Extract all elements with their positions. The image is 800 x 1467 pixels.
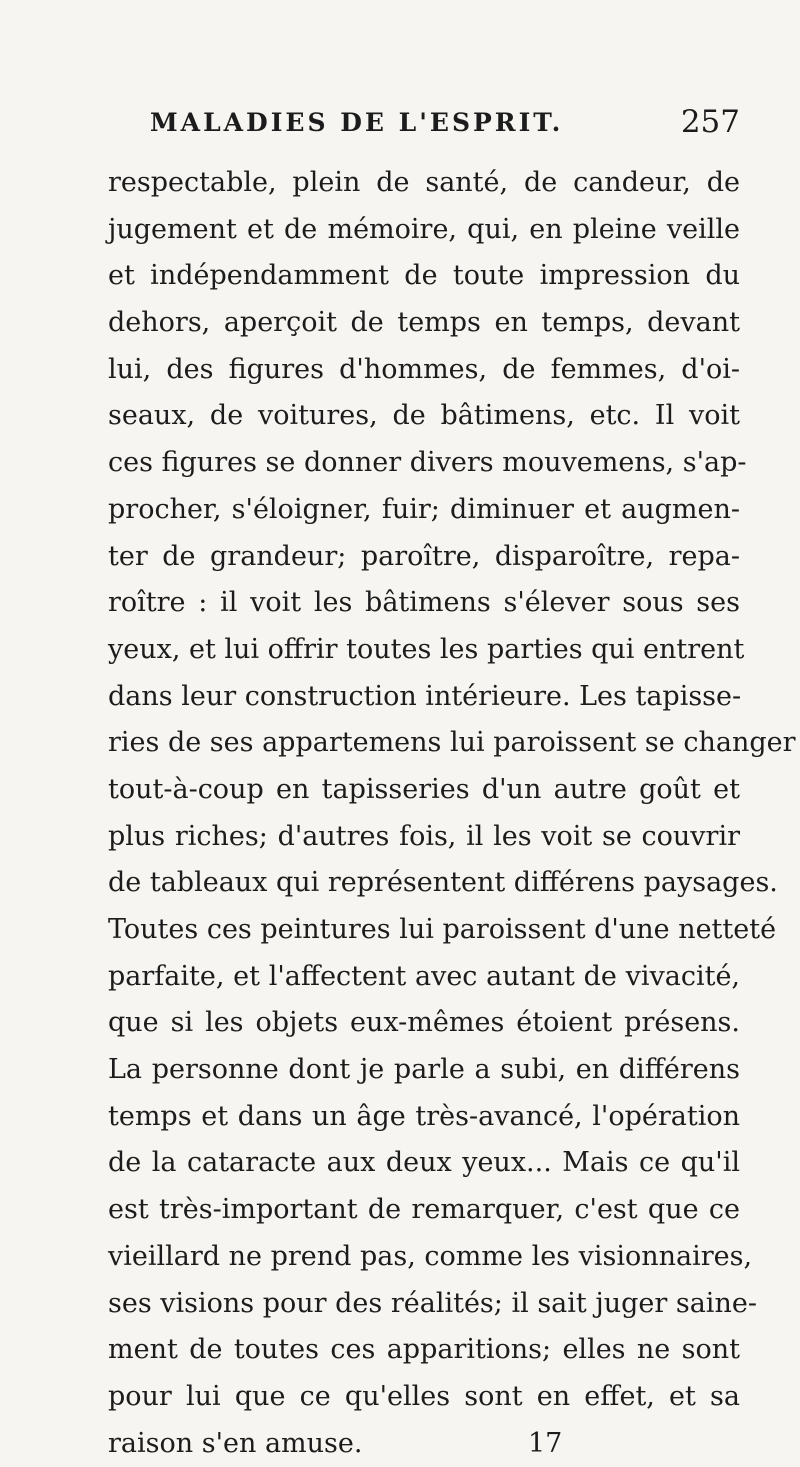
text-line: ment de toutes ces apparitions; elles ne sont xyxy=(108,1334,740,1366)
text-line: ries de ses appartemens lui paroissent se changer xyxy=(108,727,796,759)
text-line: plus riches; d'autres fois, il les voit se couvrir xyxy=(108,820,740,852)
page-number: 257 xyxy=(680,104,740,140)
text-line: respectable, plein de santé, de candeur, de xyxy=(108,167,740,198)
body-text xyxy=(108,160,796,1467)
text-line: dehors, aperçoit de temps en temps, devant xyxy=(108,307,740,339)
text-line: Toutes ces peintures lui paroissent d'une netteté xyxy=(108,914,777,945)
text-line: tout-à-coup en tapisseries d'un autre goût et xyxy=(108,773,740,805)
text-line: vieillard ne prend pas, comme les visionnaires, xyxy=(108,1240,753,1272)
text-line: seaux, de voitures, de bâtimens, etc. Il voit xyxy=(108,400,740,432)
running-head xyxy=(150,104,740,144)
text-line: ses visions pour des réalités; il sait juger saine- xyxy=(108,1287,757,1319)
text-line: pour lui que ce qu'elles sont en effet, et sa xyxy=(108,1380,740,1412)
text-line: yeux, et lui offrir toutes les parties qui entrent xyxy=(108,633,745,665)
text-line: que si les objets eux-mêmes étoient présens. xyxy=(108,1007,740,1039)
text-line: est très-important de remarquer, c'est que ce xyxy=(108,1194,740,1226)
text-line: procher, s'éloigner, fuir; diminuer et augmen- xyxy=(108,493,740,525)
text-line: de la cataracte aux deux yeux... Mais ce qu'il xyxy=(108,1147,740,1179)
text-line: ter de grandeur; paroître, disparoître, repa- xyxy=(108,540,740,572)
signature-mark: 17 xyxy=(528,1427,563,1459)
text-line: raison s'en amuse. 17 xyxy=(108,1421,740,1467)
running-title: MALADIES DE L'ESPRIT. xyxy=(150,108,564,137)
text-line: roître : il voit les bâtimens s'élever sous ses xyxy=(108,587,740,619)
text-line: lui, des figures d'hommes, de femmes, d'oi- xyxy=(108,353,740,385)
text-line: de tableaux qui représentent différens paysages. xyxy=(108,867,778,899)
text-line: dans leur construction intérieure. Les tapisse- xyxy=(108,680,742,712)
text-line: La personne dont je parle a subi, en différens xyxy=(108,1054,740,1086)
text-line: parfaite, et l'affectent avec autant de vivacité, xyxy=(108,960,740,992)
text-line: et indépendamment de toute impression du xyxy=(108,260,740,292)
text-line: jugement et de mémoire, qui, en pleine veille xyxy=(108,213,740,245)
text-line: temps et dans un âge très-avancé, l'opération xyxy=(108,1100,740,1132)
text-line: ces figures se donner divers mouvemens, s'ap- xyxy=(108,447,747,479)
